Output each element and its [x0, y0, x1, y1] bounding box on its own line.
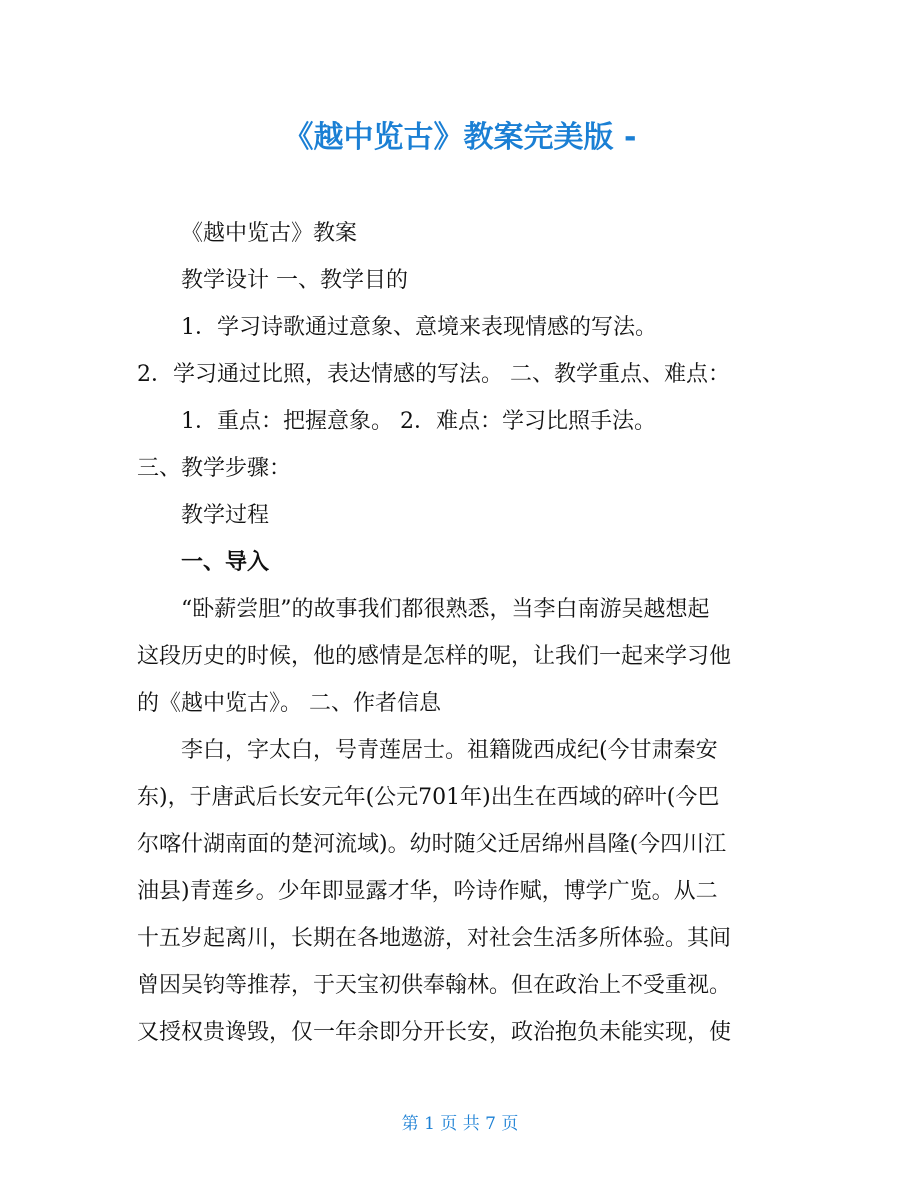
document-body [137, 210, 783, 1056]
paragraph-line: 这段历史的时候，他的感情是怎样的呢，让我们一起来学习他 [137, 644, 732, 669]
paragraph-line: 三、教学步骤： [137, 456, 292, 481]
paragraph-line: 教学过程 [181, 503, 270, 528]
paragraph-line: 东)，于唐武后长安元年(公元701年)出生在西域的碎叶(今巴 [137, 785, 720, 810]
paragraph-line: 李白，字太白，号青莲居士。祖籍陇西成纪(今甘肃秦安 [181, 738, 718, 763]
document-title: 《越中览古》教案完美版 - [283, 120, 637, 155]
paragraph-line: 1．学习诗歌通过意象、意境来表现情感的写法。 [181, 315, 657, 340]
paragraph-line: 又授权贵谗毁，仅一年余即分开长安，政治抱负未能实现，使 [137, 1020, 732, 1045]
paragraph-line: 《越中览古》教案 [181, 221, 358, 246]
paragraph-line: 十五岁起离川，长期在各地遨游，对社会生活多所体验。其间 [137, 926, 732, 951]
section-heading: 一、导入 [181, 549, 270, 575]
page-footer: 第 1 页 共 7 页 [401, 1114, 519, 1134]
paragraph-line: 油县)青莲乡。少年即显露才华，吟诗作赋，博学广览。从二 [137, 879, 718, 904]
paragraph-line: 的《越中览古》。 二、作者信息 [137, 691, 441, 716]
paragraph-line: “卧薪尝胆”的故事我们都很熟悉，当李白南游吴越想起 [181, 597, 710, 622]
paragraph-line: 尔喀什湖南面的楚河流域)。幼时随父迁居绵州昌隆(今四川江 [137, 832, 727, 857]
paragraph-line: 2．学习通过比照，表达情感的写法。 二、教学重点、难点： [137, 362, 730, 387]
paragraph-line: 教学设计 一、教学目的 [181, 268, 408, 293]
paragraph-line: 曾因吴钧等推荐，于天宝初供奉翰林。但在政治上不受重视。 [137, 973, 732, 998]
paragraph-line: 1．重点：把握意象。 2．难点：学习比照手法。 [181, 409, 656, 434]
